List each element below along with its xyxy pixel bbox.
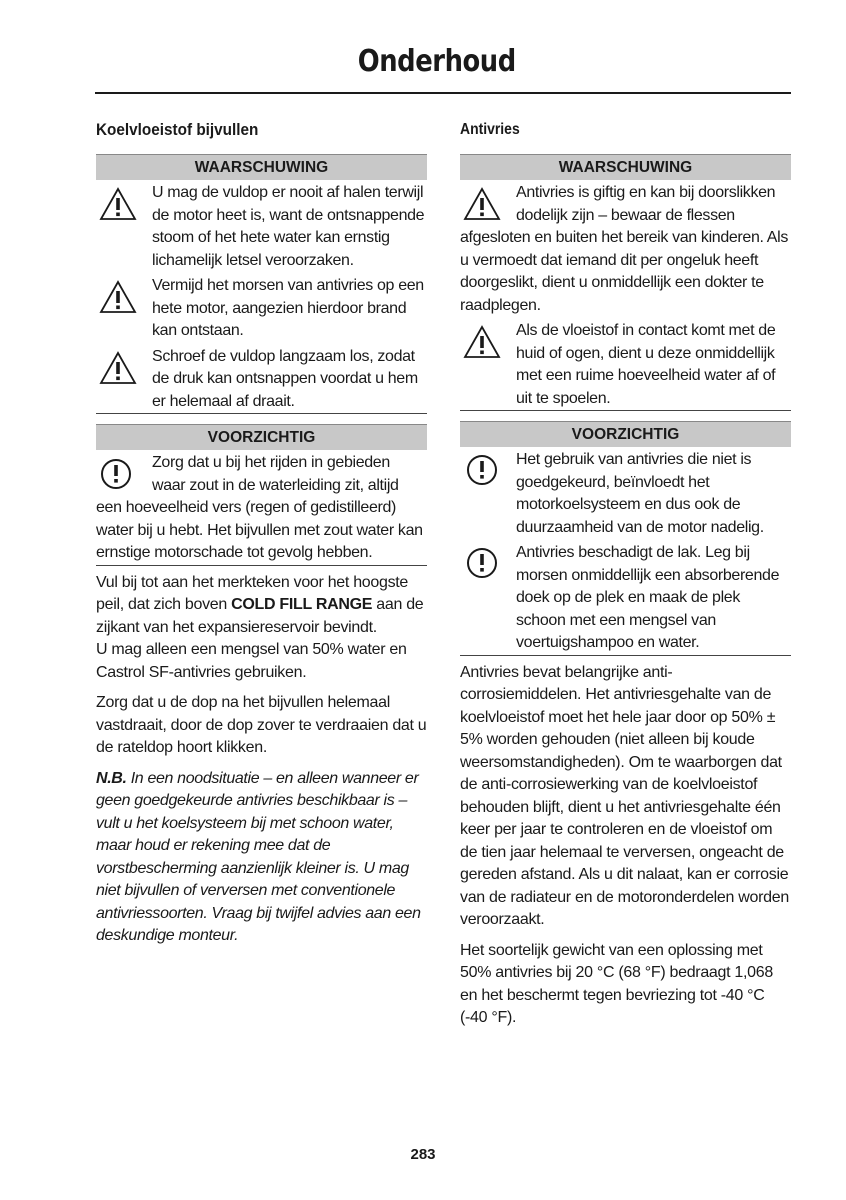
caution-circle-icon — [98, 456, 134, 492]
caution-box-header: VOORZICHTIG — [460, 421, 791, 447]
title-rule — [95, 92, 791, 94]
left-column — [96, 118, 427, 956]
warning-note: U mag de vuldop er nooit af halen terwijl de motor heet is, want de ontsnappende stoom of het hete water kan ernstig lichamelijk letsel veroorzaken. — [96, 182, 427, 272]
caution-circle-icon — [462, 453, 502, 489]
fill-instruction-paragraph: Vul bij tot aan het merkteken voor het hoogste peil, dat zich boven COLD FILL RANGE aan de zijkant van het expansiereservoir bevindt. — [96, 573, 424, 636]
nb-note-paragraph: N.B. In een noodsituatie – en alleen wanneer er geen goedgekeurde antivries beschikbaar is – vult u het koelsysteem bij met schoon water, maar houd er rekening mee dat de vorstbescherming aanzienlijk kleiner is. U mag niet bijvullen of verversen met conventionele antivriessoorten. Vraag bij twijfel advies aan een deskundige monteur. — [96, 769, 421, 944]
anticorrosion-paragraph: Antivries bevat belangrijke anti-corrosiemiddelen. Het antivriesgehalte van de koelvloeistof moet het hele jaar door op 50% ± 5% worden gehouden (niet alleen bij koude weersomstandigheden). Om te waarborgen dat de anti-corrosiewerking van de koelvloeistof behouden blijft, dient u het antivriesgehalte één keer per jaar te controleren en de vloeistof om de tien jaar helemaal te verversen, ongeacht de gereden afstand. Als u dit nalaat, kan er corrosie van de radiateur en de motoronderdelen worden veroorzaakt. — [460, 663, 789, 928]
warning-box-right — [460, 154, 791, 411]
warning-triangle-icon — [462, 186, 502, 222]
warning-box-left — [96, 154, 427, 414]
section-heading-antifreeze: Antivries — [460, 121, 520, 138]
specific-gravity-paragraph: Het soortelijk gewicht van een oplossing met 50% antivries bij 20 °C (68 °F) bedraagt 1,068 en het beschermt tegen bevriezing tot -40 °C (-40 °F). — [460, 941, 773, 1026]
warning-box-header: WAARSCHUWING — [96, 154, 427, 180]
page-number: 283 — [410, 1146, 436, 1163]
warning-triangle-icon — [98, 186, 138, 222]
warning-triangle-icon — [98, 279, 138, 315]
warning-note: Antivries is giftig en kan bij doorslikken dodelijk zijn – bewaar de flessen afgesloten en buiten het bereik van kinderen. Als u vermoedt dat iemand dit per ongeluk heeft doorgeslikt, dient u onmiddellijk een dokter te raadplegen. — [460, 184, 788, 314]
caution-box-left — [96, 424, 427, 566]
caution-note: Het gebruik van antivries die niet is goedgekeurd, beïnvloedt het motorkoelsysteem en dus ook de duurzaamheid van de motor nadelig. — [460, 449, 791, 539]
warning-note: Vermijd het morsen van antivries op een hete motor, aangezien hierdoor brand kan ontstaan. — [96, 275, 427, 343]
warning-note: Als de vloeistof in contact komt met de huid of ogen, dient u deze onmiddellijk met een ruime hoeveelheid water af of uit te spoelen. — [460, 320, 791, 410]
mixture-paragraph: U mag alleen een mengsel van 50% water en Castrol SF-antivries gebruiken. — [96, 641, 407, 681]
caution-circle-icon — [462, 546, 502, 582]
warning-triangle-icon — [98, 350, 138, 386]
warning-note: Schroef de vuldop langzaam los, zodat de druk kan ontsnappen voordat u hem er helemaal af draait. — [96, 346, 427, 414]
warning-box-header: WAARSCHUWING — [460, 154, 791, 180]
page-title: Onderhoud — [357, 44, 516, 79]
caution-box-header: VOORZICHTIG — [96, 424, 427, 450]
right-column — [460, 118, 791, 1038]
section-heading-coolant: Koelvloeistof bijvullen — [96, 120, 259, 139]
warning-triangle-icon — [462, 324, 502, 360]
caution-note: Antivries beschadigt de lak. Leg bij morsen onmiddellijk een absorberende doek op de plek en maak de plek schoon met een mengsel van voertuigshampoo en water. — [460, 542, 791, 655]
caution-note: Zorg dat u bij het rijden in gebieden waar zout in de waterleiding zit, altijd een hoeveelheid vers (regen of gedistilleerd) water bij u hebt. Het bijvullen met zout water kan ernstige motorschade tot gevolg hebben. — [96, 454, 423, 561]
caution-box-right — [460, 421, 791, 656]
tighten-cap-paragraph: Zorg dat u de dop na het bijvullen helemaal vastdraait, door de dop zover te verdraaien dat u de rateldop hoort klikken. — [96, 694, 427, 756]
